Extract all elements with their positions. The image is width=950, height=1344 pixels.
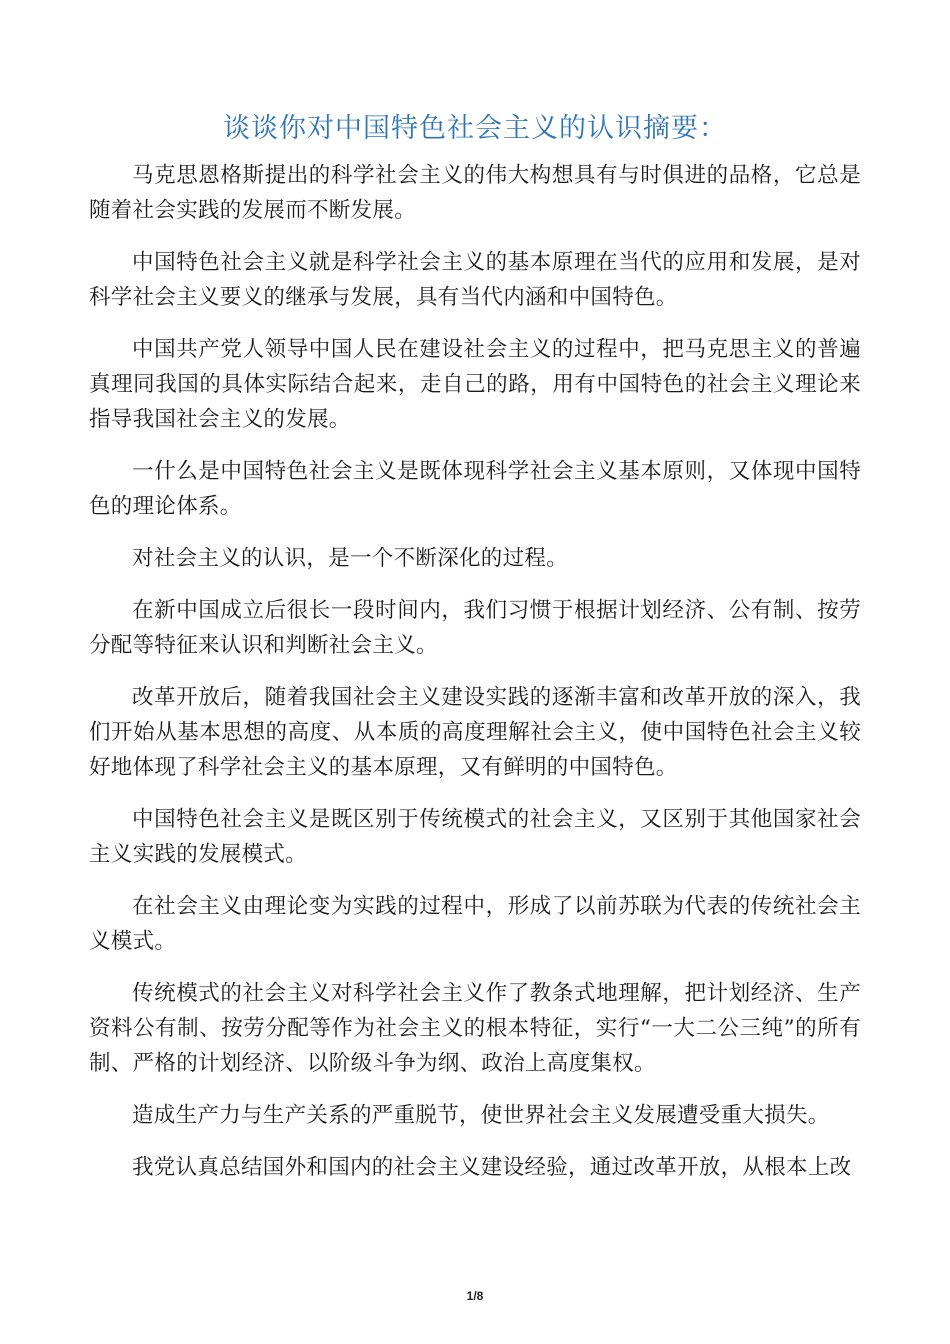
paragraph: 造成生产力与生产关系的严重脱节，使世界社会主义发展遭受重大损失。 — [132, 1103, 830, 1128]
paragraph: 我党认真总结国外和国内的社会主义建设经验，通过改革开放，从根本上改 — [132, 1155, 852, 1180]
document-body — [89, 158, 861, 1202]
paragraph: 一什么是中国特色社会主义是既体现科学社会主义基本原则，又体现中国特色的理论体系。 — [89, 459, 861, 519]
page-number: 1/8 — [466, 1289, 484, 1303]
paragraph: 中国共产党人领导中国人民在建设社会主义的过程中，把马克思主义的普遍真理同我国的具体实际结合起来，走自己的路，用有中国特色的社会主义理论来指导我国社会主义的发展。 — [89, 337, 861, 432]
document-title: 谈谈你对中国特色社会主义的认识摘要： — [223, 113, 727, 144]
paragraph: 传统模式的社会主义对科学社会主义作了教条式地理解，把计划经济、生产资料公有制、按劳分配等作为社会主义的根本特征，实行“一大二公三纯”的所有制、严格的计划经济、以阶级斗争为纲、政治上高度集权。 — [89, 981, 861, 1076]
paragraph: 在新中国成立后很长一段时间内，我们习惯于根据计划经济、公有制、按劳分配等特征来认识和判断社会主义。 — [89, 598, 861, 658]
paragraph: 改革开放后，随着我国社会主义建设实践的逐渐丰富和改革开放的深入，我们开始从基本思想的高度、从本质的高度理解社会主义，使中国特色社会主义较好地体现了科学社会主义的基本原理，又有鲜明的中国特色。 — [89, 685, 861, 780]
paragraph: 中国特色社会主义就是科学社会主义的基本原理在当代的应用和发展，是对科学社会主义要义的继承与发展，具有当代内涵和中国特色。 — [89, 250, 861, 310]
paragraph: 中国特色社会主义是既区别于传统模式的社会主义，又区别于其他国家社会主义实践的发展模式。 — [89, 807, 861, 867]
paragraph: 马克思恩格斯提出的科学社会主义的伟大构想具有与时俱进的品格，它总是随着社会实践的发展而不断发展。 — [89, 163, 861, 223]
paragraph: 对社会主义的认识，是一个不断深化的过程。 — [132, 546, 569, 571]
paragraph: 在社会主义由理论变为实践的过程中，形成了以前苏联为代表的传统社会主义模式。 — [89, 894, 861, 954]
